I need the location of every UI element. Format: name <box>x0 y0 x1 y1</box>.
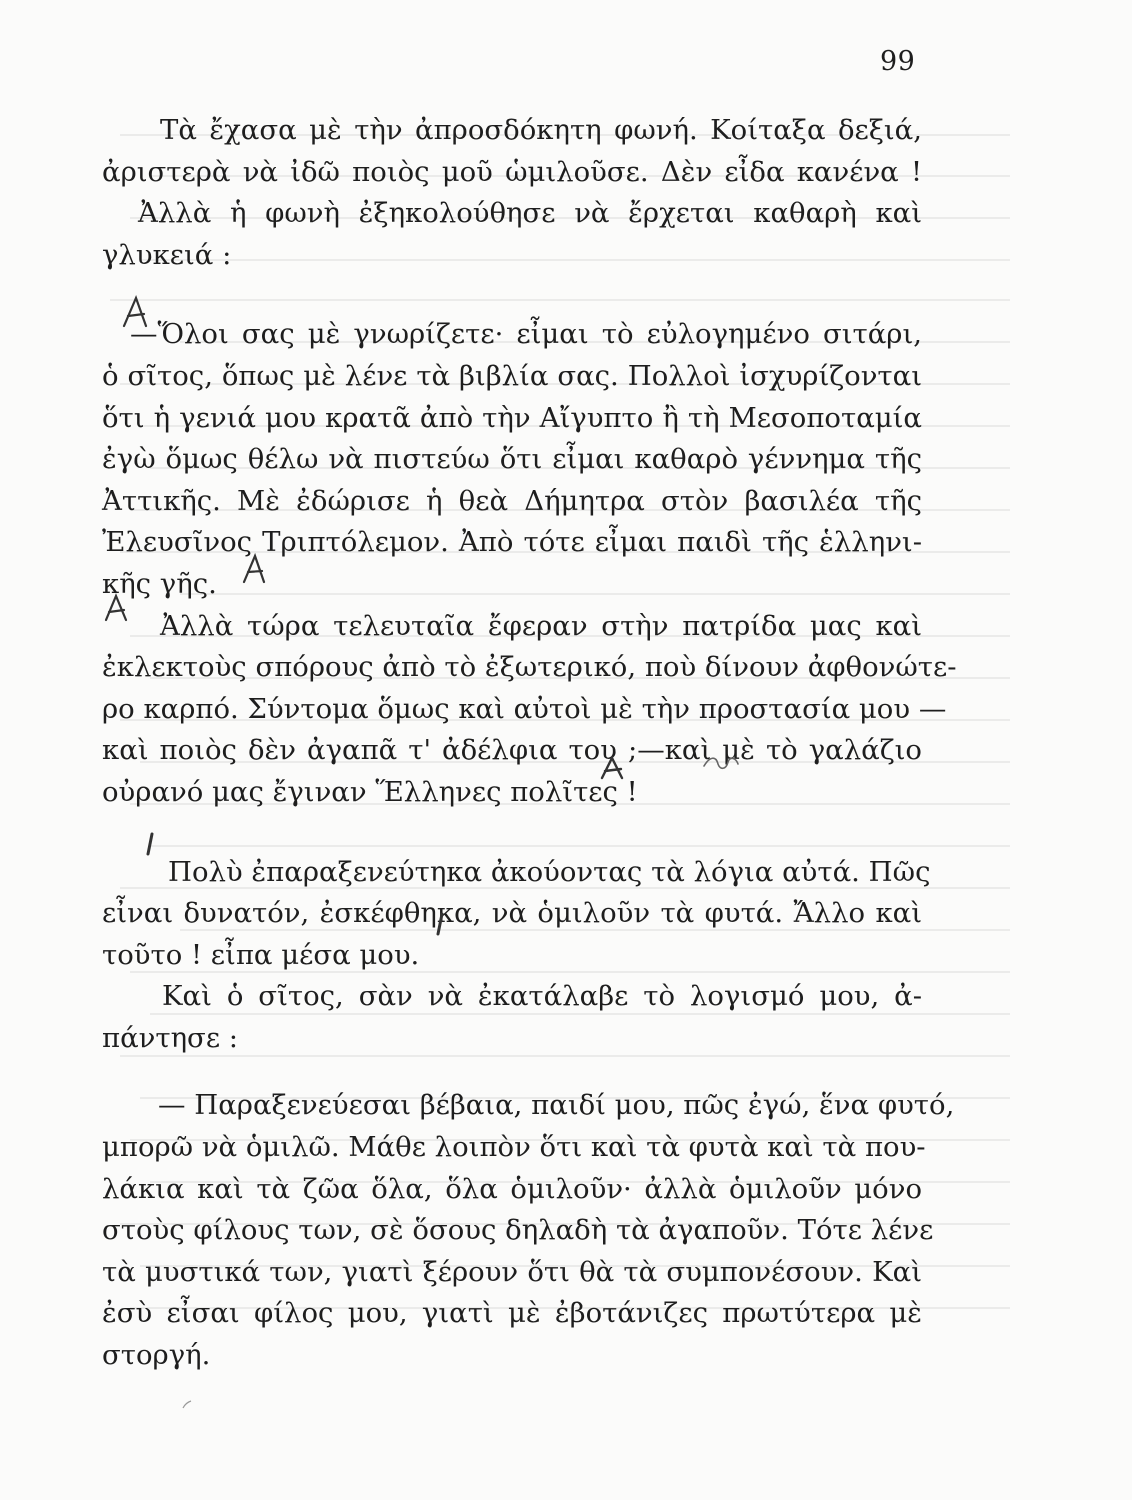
paragraph-gap <box>102 814 922 852</box>
text-line: μπορῶ νὰ ὁμιλῶ. Μάθε λοιπὸν ὅτι καὶ τὰ φυτὰ καὶ τὰ που- <box>102 1131 926 1164</box>
text-line: — Παραξενεύεσαι βέβαια, παιδί μου, πῶς ἐγώ, ἕνα φυτό, <box>158 1089 955 1122</box>
text-line: οὐρανό μας ἔγιναν Ἕλληνες πολῖτες ! <box>102 775 638 808</box>
text-line: γλυκειά : <box>102 238 232 271</box>
text-line: —Ὅλοι σας μὲ γνωρίζετε· εἶμαι τὸ εὐλογημένο σιτάρι, <box>130 318 922 351</box>
text-line: εἶναι δυνατόν, ἐσκέφθηκα, νὰ ὁμιλοῦν τὰ φυτά. Ἄλλο καὶ <box>102 897 922 930</box>
text-line: πάντησε : <box>102 1021 239 1054</box>
text-line: Ἀλλὰ ἡ φωνὴ ἐξηκολούθησε νὰ ἔρχεται καθαρὴ καὶ <box>138 197 922 230</box>
text-line: κῆς γῆς. <box>102 567 217 600</box>
text-line: λάκια καὶ τὰ ζῶα ὅλα, ὅλα ὁμιλοῦν· ἀλλὰ ὁμιλοῦν μόνο <box>102 1172 922 1205</box>
text-line: στοὺς φίλους των, σὲ ὅσους δηλαδὴ τὰ ἀγαποῦν. Τότε λένε <box>102 1214 934 1247</box>
text-line: ὁ σῖτος, ὅπως μὲ λένε τὰ βιβλία σας. Πολλοὶ ἰσχυρίζονται <box>102 359 922 392</box>
text-line: ρο καρπό. Σύντομα ὅμως καὶ αὐτοὶ μὲ τὴν προστασία μου — <box>102 692 947 725</box>
text-line: Τὰ ἔχασα μὲ τὴν ἀπροσδόκητη φωνή. Κοίταξα δεξιά, <box>160 114 922 146</box>
pencil-dot-icon <box>180 1398 194 1412</box>
text-line: ἐγὼ ὅμως θέλω νὰ πιστεύω ὅτι εἶμαι καθαρὸ γέννημα τῆς <box>102 443 922 476</box>
text-line: Καὶ ὁ σῖτος, σὰν νὰ ἐκατάλαβε τὸ λογισμό μου, ἀ- <box>162 980 922 1013</box>
page-number: 99 <box>880 46 916 77</box>
text-line: στοργή. <box>102 1339 211 1372</box>
text-line: ἀριστερὰ νὰ ἰδῶ ποιὸς μοῦ ὡμιλοῦσε. Δὲν εἶδα κανένα ! <box>102 155 922 188</box>
text-line: τὰ μυστικά των, γιατὶ ξέρουν ὅτι θὰ τὰ συμπονέσουν. Καὶ <box>102 1255 922 1288</box>
paragraph-gap <box>102 276 922 314</box>
text-line: καὶ ποιὸς δὲν ἀγαπᾶ τ' ἀδέλφια του ;—καὶ μὲ τὸ γαλάζιο <box>102 734 922 767</box>
text-line: Ἐλευσῖνος Τριπτόλεμον. Ἀπὸ τότε εἶμαι παιδὶ τῆς ἑλληνι- <box>102 526 922 559</box>
text-line: Ἀττικῆς. Μὲ ἐδώρισε ἡ θεὰ Δήμητρα στὸν βασιλέα τῆς <box>102 484 922 517</box>
text-line: ὅτι ἡ γενιά μου κρατᾶ ἀπὸ τὴν Αἴγυπτο ἢ τὴ Μεσοποταμία <box>102 401 922 434</box>
paragraph-gap <box>102 1059 922 1085</box>
text-line: ἐκλεκτοὺς σπόρους ἀπὸ τὸ ἐξωτερικό, ποὺ δίνουν ἀφθονώτε- <box>102 651 957 684</box>
text-line: Ἀλλὰ τώρα τελευταῖα ἔφεραν στὴν πατρίδα μας καὶ <box>160 609 922 642</box>
body-text <box>102 110 957 1377</box>
text-line: Πολὺ ἐπαραξενεύτηκα ἀκούοντας τὰ λόγια αὐτά. Πῶς <box>168 855 931 888</box>
text-line: τοῦτο ! εἶπα μέσα μου. <box>102 938 420 971</box>
text-line: ἐσὺ εἶσαι φίλος μου, γιατὶ μὲ ἐβοτάνιζες πρωτύτερα μὲ <box>102 1297 922 1330</box>
